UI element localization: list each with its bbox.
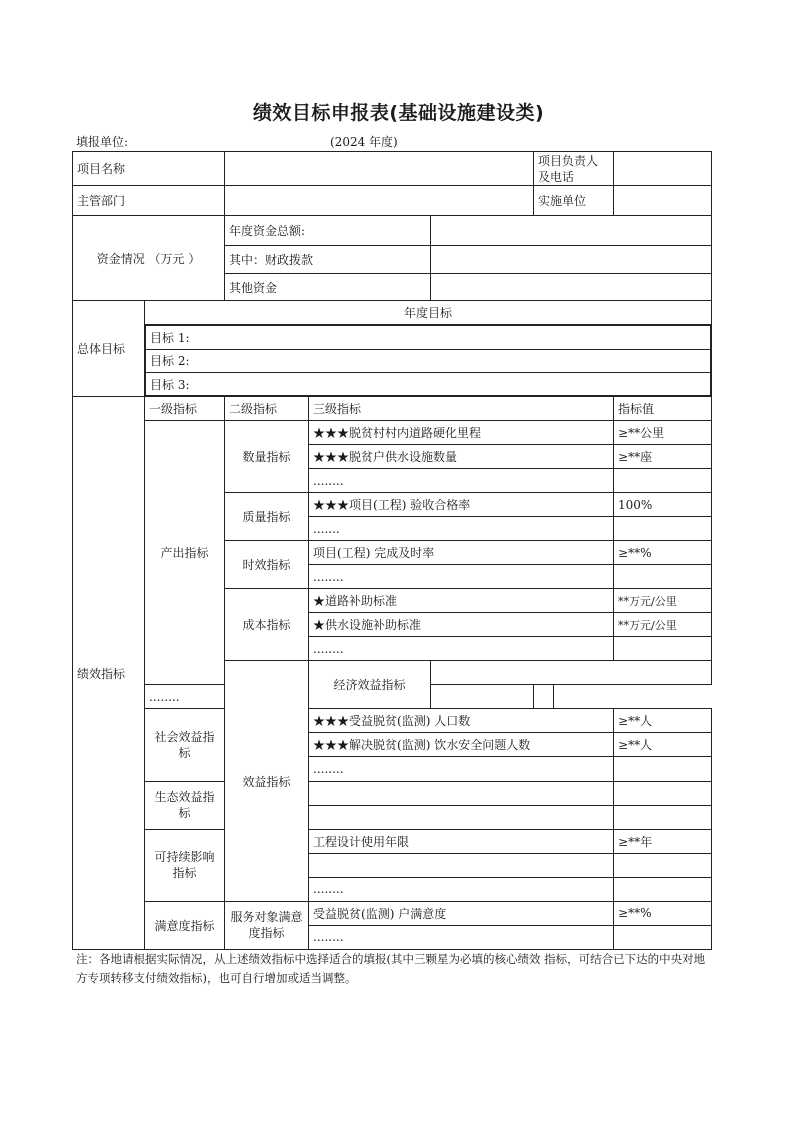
col-level3: 三级指标 (309, 397, 614, 421)
indicator-value[interactable]: 100% (614, 493, 712, 517)
target-3[interactable]: 目标 3: (146, 372, 711, 395)
col-level1: 一级指标 (145, 397, 225, 421)
satisfy-indicator-label: 满意度指标 (145, 901, 225, 949)
indicator-value[interactable] (614, 853, 712, 877)
year-label: (2024 年度) (330, 135, 398, 149)
indicator-value[interactable]: ≥**人 (614, 709, 712, 733)
table-row[interactable]: ★供水设施补助标准 (309, 613, 614, 637)
table-row[interactable]: 受益脱贫(监测) 户满意度 (309, 901, 614, 925)
table-row[interactable]: ........ (145, 685, 534, 709)
fund-total-input[interactable] (431, 216, 712, 246)
table-row[interactable]: ★★★项目(工程) 验收合格率 (309, 493, 614, 517)
target-2[interactable]: 目标 2: (146, 349, 711, 372)
footnote: 注：各地请根据实际情况，从上述绩效指标中选择适合的填报(其中三颗星为必填的核心绩效 指标，可结合已下达的中央对地方专项转移支付绩效指标)，也可自行增加或适当调整。 (76, 952, 706, 985)
fill-unit-label: 填报单位: (76, 135, 129, 149)
table-row[interactable]: 项目(工程) 完成及时率 (309, 541, 614, 565)
table-row[interactable]: ........ (309, 565, 614, 589)
indicator-value[interactable]: **万元/公里 (614, 613, 712, 637)
quantity-indicator-label: 数量指标 (225, 421, 309, 493)
sustain-indicator-label: 可持续影响指标 (145, 829, 225, 901)
table-row[interactable]: ........ (309, 637, 614, 661)
perf-label: 绩效指标 (73, 397, 145, 950)
dept-input[interactable] (225, 186, 534, 216)
indicator-value[interactable] (614, 805, 712, 829)
page-title: 绩效目标申报表(基础设施建设类) (252, 102, 545, 124)
impl-unit-input[interactable] (614, 186, 712, 216)
table-row[interactable]: ★★★脱贫村村内道路硬化里程 (309, 421, 614, 445)
quality-indicator-label: 质量指标 (225, 493, 309, 541)
col-level2: 二级指标 (225, 397, 309, 421)
cost-indicator-label: 成本指标 (225, 589, 309, 661)
impl-unit-label: 实施单位 (534, 186, 614, 216)
benefit-indicator-label: 效益指标 (225, 661, 309, 901)
indicator-value[interactable] (614, 757, 712, 781)
time-indicator-label: 时效指标 (225, 541, 309, 589)
fund-finance-input[interactable] (431, 246, 712, 274)
table-row[interactable]: ★★★解决脱贫(监测) 饮水安全问题人数 (309, 733, 614, 757)
social-indicator-label: 社会效益指标 (145, 709, 225, 781)
table-row[interactable]: 工程设计使用年限 (309, 829, 614, 853)
dept-label: 主管部门 (73, 186, 225, 216)
indicator-value[interactable]: ≥**% (614, 541, 712, 565)
table-row[interactable] (309, 805, 614, 829)
eco-indicator-label: 生态效益指标 (145, 781, 225, 829)
indicator-value[interactable]: **万元/公里 (614, 589, 712, 613)
fund-label: 资金情况 （万元 ） (73, 216, 225, 301)
table-row[interactable]: ★★★脱贫户供水设施数量 (309, 445, 614, 469)
table-row[interactable] (309, 853, 614, 877)
indicator-value[interactable] (614, 565, 712, 589)
table-row[interactable] (309, 781, 614, 805)
indicator-value[interactable]: ≥**年 (614, 829, 712, 853)
target-1[interactable]: 目标 1: (146, 326, 711, 349)
project-owner-label: 项目负责人及电话 (534, 152, 614, 186)
table-row[interactable]: ★★★受益脱贫(监测) 人口数 (309, 709, 614, 733)
fund-total-label: 年度资金总额: (225, 216, 431, 246)
table-row[interactable]: ........ (309, 925, 614, 949)
fund-finance-label: 其中：财政拨款 (225, 246, 431, 274)
overall-target-label: 总体目标 (73, 301, 145, 397)
indicator-value[interactable] (614, 925, 712, 949)
project-name-label: 项目名称 (73, 152, 225, 186)
table-row[interactable]: ★道路补助标准 (309, 589, 614, 613)
econ-indicator-label: 经济效益指标 (309, 661, 431, 709)
output-indicator-label: 产出指标 (145, 421, 225, 685)
table-row[interactable]: ....... (309, 517, 614, 541)
performance-table (72, 151, 712, 950)
indicator-value[interactable]: ≥**人 (614, 733, 712, 757)
project-owner-input[interactable] (614, 152, 712, 186)
table-row[interactable]: ........ (309, 757, 614, 781)
indicator-value[interactable] (534, 685, 554, 709)
annual-target-label: 年度目标 (145, 301, 712, 325)
project-name-input[interactable] (225, 152, 534, 186)
table-row[interactable]: ........ (309, 877, 614, 901)
indicator-value[interactable] (614, 877, 712, 901)
indicator-value[interactable]: ≥**座 (614, 445, 712, 469)
indicator-value[interactable] (614, 469, 712, 493)
fund-other-input[interactable] (431, 274, 712, 301)
indicator-value[interactable] (614, 517, 712, 541)
col-value: 指标值 (614, 397, 712, 421)
indicator-value[interactable] (614, 637, 712, 661)
table-row[interactable]: ........ (309, 469, 614, 493)
indicator-value[interactable] (614, 781, 712, 805)
indicator-value[interactable]: ≥**% (614, 901, 712, 925)
indicator-value[interactable]: ≥**公里 (614, 421, 712, 445)
fund-other-label: 其他资金 (225, 274, 431, 301)
table-row[interactable] (431, 661, 712, 685)
service-satisfy-label: 服务对象满意度指标 (225, 901, 309, 949)
